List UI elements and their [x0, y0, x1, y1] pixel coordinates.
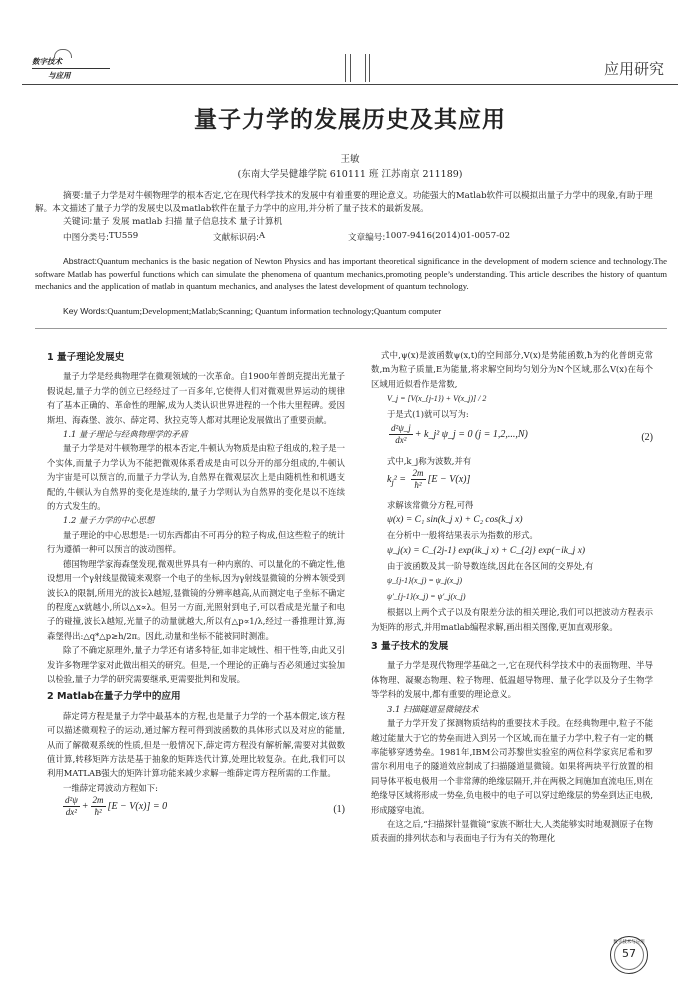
- equation-2-number: (2): [641, 431, 653, 443]
- section-label: 应用研究: [603, 60, 664, 78]
- abstract-cn-label: 摘要:: [63, 191, 84, 201]
- rpara-3: 式中,k_j称为波数,并有: [387, 455, 472, 466]
- cls-label: 中图分类号:: [63, 233, 109, 243]
- keywords-en: Quantum;Development;Matlab;Scanning; Quantum information technology;Quantum computer: [107, 306, 442, 316]
- heading-1-1: 1.1 量子理论与经典物理学的矛盾: [63, 429, 188, 440]
- abstract-en-label: Abstract:: [63, 256, 97, 266]
- solution-1: ψ(x) = C₁ sin(k_j x) + C₂ cos(k_j x): [387, 515, 523, 526]
- keywords-en-label: Key Words:: [63, 306, 108, 316]
- kj-rest: [E − V(x)]: [427, 473, 471, 485]
- equation-1-number: (1): [333, 804, 345, 816]
- para-6: 薛定谔方程是量子力学中最基本的方程,也是量子力学的一个基本假定,该方程可以描述微观粒子的运动,通过解方程可得到波函数的具体形式以及对应的能量,从而了解微观系统的性质,但是一般情况下,薛定谔方程没有解析解,需要对其做数值计算,转移矩阵方法是基于抽象的矩阵迭代计算,处理比较复杂。在此,我们可以利用MATLAB强大的矩阵计算功能来减少求解一维薛定谔方程所需的工作量。: [47, 710, 345, 779]
- affiliation: (东南大学吴健雄学院 610111 班 江苏南京 211189): [237, 169, 463, 180]
- abstract-en-text: Quantum mechanics is the basic negation of Newton Physics and has important theoretical significance in the development of modern science and technology.The software Matlab has powerful functions which can simulate the phenomena of quantum mechanics,promoting people’s understanding. This article describes the history of quantum mechanics and the application of matlab in quantum mechanics, and analyses the latest development of quantum technology.: [35, 256, 667, 292]
- kj-formula: $k_j^2$ = $\frac{2m}{\text{ħ²}}$ [E − V(x)]: [387, 468, 471, 491]
- cls-value: TU559: [108, 231, 139, 241]
- equation-1: $\frac{\text{d²ψ}}{\text{dx²}}$ + $\frac{2m}{\text{ħ²}}$ [E − V(x)] = 0 (1): [65, 795, 345, 818]
- doc-value: A: [258, 231, 266, 241]
- journal-logo: [32, 52, 112, 82]
- para-5: 除了不确定原理外,量子力学还有诸多特征,如非定域性、相干性等,由此又引发许多物理学家对此做出相关的研究。但是,一个理论的正确与否必须通过实验加以检验,量子力学的研究需要继承,更需要批判和发展。: [47, 645, 345, 684]
- page-header: [22, 52, 678, 86]
- rpara-9: 量子力学开发了探测物质结构的重要技术手段。在经典物理中,粒子不能越过能量大于它的势垒而进入到另一个区域,而在量子力学中,粒子有一定的概率能够穿透势垒。1981年,IBM公司苏黎世实验室的两位科学家宾尼希和罗雷尔利用电子的隧道效应制成了扫描隧道显微镜。如果将两块平行放置的相同导体平板电极用一个非常薄的绝缘层隔开,并在两极之间施加直流电压,则在绝缘导区域将形成一势垒,负电极中的电子可以穿过绝缘层的势垒到达正电极,形成隧穿电流。: [371, 718, 653, 815]
- keywords-cn-label: 关键词:: [63, 217, 93, 227]
- vj-formula: V_j = [V(x_{j-1}) + V(x_j)] / 2: [387, 394, 487, 404]
- heading-3-1: 3.1 扫描隧道显微镜技术: [387, 703, 479, 714]
- boundary-2: ψ′_{j-1}(x_j) = ψ′_j(x_j): [387, 592, 466, 602]
- page-number: 57: [622, 947, 636, 960]
- para-3: 量子理论的中心思想是:一切东西都由不可再分的粒子构成,但这些粒子的统计行为遵循一种可以预言的波动图样。: [47, 529, 345, 555]
- author: 王敏: [340, 154, 360, 165]
- keywords-en-row: [63, 306, 441, 316]
- paper-title: 量子力学的发展历史及其应用: [194, 106, 506, 133]
- para-1: 量子力学是经典物理学在微观领域的一次革命。自1900年普朗克提出光量子假说起,量子力学的创立已经经过了一百多年,它使得人们对微观世界运动的规律有了基本正确的、革命性的理解,成为人类认识世界进程的一个伟大里程碑。爱因斯坦、海森堡、波尔、薛定谔、狄拉克等人都对其理论发展做出了重要贡献。: [47, 371, 345, 425]
- solution-2: ψ_j(x) = C_{2j-1} exp(ik_j x) + C_{2j} exp(−ik_j x): [387, 545, 586, 556]
- abstract-en: [35, 255, 667, 293]
- logo-divider: [32, 68, 110, 69]
- heading-1-2: 1.2 量子力学的中心思想: [63, 515, 155, 526]
- rpara-5: 在分析中一般将结果表示为指数的形式。: [387, 530, 538, 541]
- rpara-8: 量子力学是现代物理学基础之一,它在现代科学技术中的表面物理、半导体物理、凝聚态物理、粒子物理、低温超导物理、量子化学以及分子生物学等学科的发展中,都有重要的理论意义。: [371, 660, 653, 700]
- abstract-cn-text: 量子力学是对牛顿物理学的根本否定,它在现代科学技术的发展中有着重要的理论意义。功能强大的Matlab软件可以模拟出量子力学中的现象,有助于理解。本文描述了量子力学的发展史以及matlab软件在量子力学中的应用,并分析了量子技术的最新发展。: [35, 191, 653, 214]
- para-4: 德国物理学家海森堡发现,微观世界具有一种内禀的、可以量化的不确定性,他设想用一个γ射线显微镜来观察一个电子的坐标,因为γ射线显微镜的分辨本领受到波长λ的限制,所用光的波长λ越短,显微镜的分辨率越高,从而测定电子坐标不确定的程度△x就越小,所以△x∝λ。但另一方面,光照射到电子,可以看成是光量子和电子的碰撞,波长λ越短,光量子的动量就越大,所以有△p∝1/λ,经过一番推理计算,海森堡得出:△q*△p≥h/2π。因此,动量和坐标不能被同时测准。: [47, 558, 345, 641]
- equation-2: $\frac{\text{d²ψ\_j}}{\text{dx²}}$ + k_j² ψ_j = 0 (j = 1,2,...,N) (2): [391, 422, 653, 445]
- page-number-badge: [610, 936, 648, 974]
- rpara-7: 根据以上两个式子以及有限差分法的相关理论,我们可以把波动方程表示为矩阵的形式,并用matlab编程求解,画出相关图像,更加直观形象。: [371, 607, 653, 632]
- heading-1: 1 量子理论发展史: [47, 352, 125, 363]
- art-value: 1007-9416(2014)01-0057-02: [385, 231, 511, 241]
- boundary-1: ψ_{j-1}(x_j) = ψ_j(x_j): [387, 576, 463, 586]
- equation-2-rest: + k_j² ψ_j = 0 (j = 1,2,...,N): [414, 428, 528, 440]
- logo-line2: 与应用: [48, 71, 71, 80]
- para-7: 一维薛定谔波动方程如下:: [63, 782, 158, 793]
- right-column: [371, 348, 653, 846]
- badge-journal-text: 数字技术与应用: [613, 940, 645, 945]
- art-label: 文章编号:: [348, 233, 386, 243]
- heading-3: 3 量子技术的发展: [371, 641, 449, 653]
- doc-label: 文献标识码:: [213, 233, 259, 243]
- header-rule: [22, 84, 678, 85]
- para-2: 量子力学是对牛顿物理学的根本否定,牛顿认为物质是由粒子组成的,粒子是一个实体,而量子力学认为不能把微观体系看成是由可以分开的部分组成的,牛顿认为宇宙是可以预言的,而量子力学认为,自然界在微观层次上是由随机性和机遇支配的,牛顿认为自然界的变化是连续的,量子力学则认为自然界的变化是以不连续的方式发生的。: [47, 443, 345, 512]
- rpara-1: 式中,ψ(x)是波函数ψ(x,t)的空间部分,V(x)是势能函数,ħ为约化普朗克常数,m为粒子质量,E为能量,将求解空间均匀划分为N个区域,那么V(x)在每个区域用近似看作是常数,: [371, 350, 653, 389]
- left-column: [47, 348, 345, 825]
- rpara-10: 在这之后,“扫描探针显微镜”家族不断壮大,人类能够实时地观测原子在物质表面的排列状态和与表面电子行为有关的物理化: [371, 818, 653, 844]
- logo-line1: 数字技术: [32, 57, 62, 66]
- keywords-cn: 量子 发展 matlab 扫描 量子信息技术 量子计算机: [92, 217, 283, 227]
- abstract-cn: [35, 190, 667, 229]
- abstract-separator: [35, 328, 667, 329]
- heading-2: 2 Matlab在量子力学中的应用: [47, 691, 181, 703]
- rpara-6: 由于波函数及其一阶导数连续,因此在各区间的交界处,有: [387, 560, 594, 571]
- equation-1-rest: [E − V(x)] = 0: [107, 800, 168, 812]
- rpara-2: 于是式(1)就可以写为:: [387, 409, 469, 420]
- rpara-4: 求解该常微分方程,可得: [387, 500, 474, 511]
